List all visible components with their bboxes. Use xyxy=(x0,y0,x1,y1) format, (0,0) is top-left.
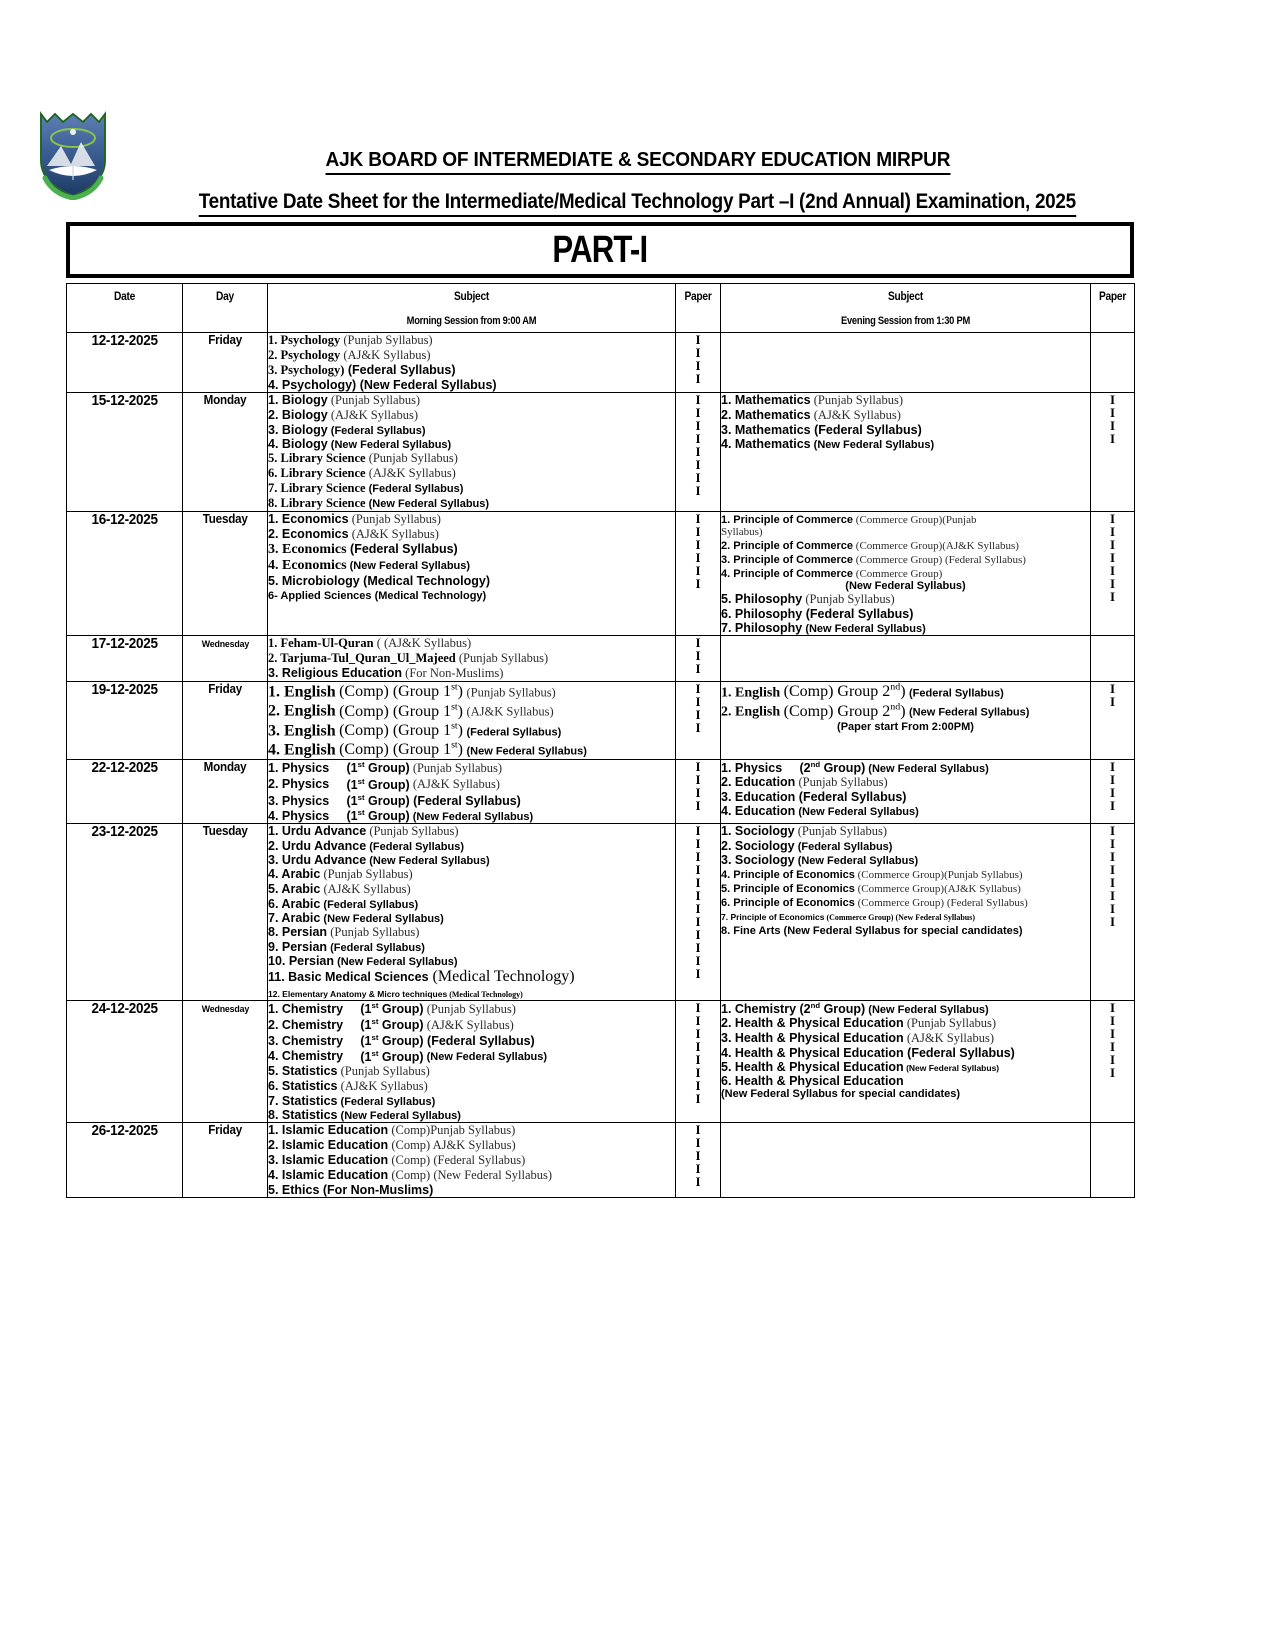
paper-mark: I xyxy=(1109,798,1116,814)
subject-item: 2. Tarjuma-Tul_Quran_Ul_Majeed (Punjab Syllabus) xyxy=(268,651,549,665)
table-body xyxy=(67,333,1135,1198)
subject-item: 2. Physics (1st Group) (AJ&K Syllabus) xyxy=(268,776,500,792)
paper-mark: I xyxy=(695,405,701,420)
paper-mark: I xyxy=(1109,900,1116,916)
sheet-subtitle-text: Tentative Date Sheet for the Intermediate/Medical Technology Part –I (2nd Annual) Examination, 2025 xyxy=(199,190,1076,217)
col-header-paper-evening xyxy=(1091,284,1135,333)
table-row xyxy=(67,823,1135,1000)
subject-item: 4. Islamic Education (Comp) (New Federal Syllabus) xyxy=(268,1167,553,1182)
cell-date: 15-12-2025 xyxy=(67,393,183,512)
cell-day: Monday xyxy=(183,393,268,512)
paper-mark: I xyxy=(695,1051,701,1067)
cell-evening-papers xyxy=(1091,760,1135,824)
subject-item: 4. Health & Physical Education (Federal Syllabus) xyxy=(721,1046,1015,1061)
cell-date: 24-12-2025 xyxy=(67,1000,183,1122)
cell-day: Tuesday xyxy=(183,823,268,1000)
cell-evening-subjects xyxy=(721,333,1091,393)
cell-morning-subjects xyxy=(268,760,676,824)
paper-mark: I xyxy=(695,952,701,968)
paper-mark: I xyxy=(1109,1025,1116,1041)
paper-mark: I xyxy=(695,1012,701,1028)
paper-mark: I xyxy=(695,418,701,433)
subject-item: 6. Library Science (AJ&K Syllabus) xyxy=(268,466,456,480)
paper-mark: I xyxy=(695,861,701,877)
table-row xyxy=(67,333,1135,393)
paper-mark: I xyxy=(695,999,701,1015)
subject-item: 3. Principle of Commerce (Commerce Group) (Federal Syllabus) xyxy=(721,554,1026,566)
cell-morning-papers xyxy=(676,682,721,760)
paper-mark: I xyxy=(695,550,701,565)
cell-evening-subjects xyxy=(721,823,1091,1000)
subject-item: 3. Physics (1st Group) (Federal Syllabus) xyxy=(268,792,521,808)
subject-item: 4. Economics (New Federal Syllabus) xyxy=(268,558,471,573)
col-header-morning-title: Subject xyxy=(453,289,490,303)
subject-item: 1. English (Comp) Group 2nd) (Federal Syllabus) xyxy=(721,682,1004,701)
subject-item: 2. Mathematics (AJ&K Syllabus) xyxy=(721,408,901,422)
paper-mark: I xyxy=(695,926,701,942)
cell-evening-papers xyxy=(1091,1122,1135,1197)
paper-mark: I xyxy=(695,1064,701,1080)
table-row xyxy=(67,682,1135,760)
part-banner xyxy=(66,222,1134,278)
paper-mark: I xyxy=(695,332,701,347)
cell-morning-subjects xyxy=(268,1122,676,1197)
paper-mark: I xyxy=(695,798,701,814)
paper-mark: I xyxy=(1109,822,1116,838)
subject-item: 4. Arabic (Punjab Syllabus) xyxy=(268,866,413,881)
paper-mark: I xyxy=(1109,550,1116,565)
cell-evening-papers xyxy=(1091,823,1135,1000)
cell-evening-subjects xyxy=(721,1122,1091,1197)
paper-mark: I xyxy=(695,444,701,459)
cell-morning-subjects xyxy=(268,823,676,1000)
subject-item: 3. Education (Federal Syllabus) xyxy=(721,790,907,805)
paper-mark: I xyxy=(1109,511,1116,526)
paper-mark: I xyxy=(695,1121,701,1137)
cell-date: 12-12-2025 xyxy=(67,333,183,393)
subject-item: 2. Islamic Education (Comp) AJ&K Syllabus) xyxy=(268,1137,516,1152)
subject-item: 5. Statistics (Punjab Syllabus) xyxy=(268,1063,430,1078)
sheet-subtitle xyxy=(0,190,1275,217)
cell-morning-papers xyxy=(676,512,721,636)
subject-item: 1. Chemistry (1st Group) (Punjab Syllabus) xyxy=(268,1000,516,1017)
paper-mark: I xyxy=(695,1038,701,1054)
subject-item: 3. Mathematics (Federal Syllabus) xyxy=(721,423,922,437)
paper-mark: I xyxy=(695,511,701,526)
subject-item: 8. Persian (Punjab Syllabus) xyxy=(268,924,420,939)
cell-morning-papers xyxy=(676,636,721,682)
subject-item: 2. English (Comp) Group 2nd) (New Federal Syllabus) xyxy=(721,701,1030,720)
col-header-evening-session: Evening Session from 1:30 PM xyxy=(840,315,970,327)
subject-item: 4. Principle of Commerce (Commerce Group) xyxy=(721,568,943,580)
paper-mark: I xyxy=(1109,1012,1116,1028)
paper-mark: I xyxy=(695,965,701,981)
subject-item: 3. Sociology (New Federal Syllabus) xyxy=(721,852,919,867)
subject-item: 4. Principle of Economics (Commerce Group)(Punjab Syllabus) xyxy=(721,868,1023,881)
subject-item: 4. Physics (1st Group) (New Federal Syllabus) xyxy=(268,807,534,823)
paper-mark: I xyxy=(1109,576,1116,591)
subject-item: 2. Education (Punjab Syllabus) xyxy=(721,775,888,790)
subject-item: 1. Feham-Ul-Quran ( (AJ&K Syllabus) xyxy=(268,636,472,650)
paper-mark: I xyxy=(1109,681,1116,696)
col-header-date-text: Date xyxy=(113,289,136,303)
subject-item: 6. Statistics (AJ&K Syllabus) xyxy=(268,1078,428,1093)
col-header-paper-morning xyxy=(676,284,721,333)
paper-mark: I xyxy=(695,694,701,709)
table-header xyxy=(67,284,1135,333)
paper-mark: I xyxy=(1109,759,1116,775)
paper-mark: I xyxy=(1109,537,1116,552)
cell-day: Wednesday xyxy=(183,1000,268,1122)
col-header-date xyxy=(67,284,183,333)
col-header-paper1-text: Paper xyxy=(684,289,712,303)
col-header-day xyxy=(183,284,268,333)
cell-morning-papers xyxy=(676,1000,721,1122)
paper-mark: I xyxy=(695,900,701,916)
paper-mark: I xyxy=(695,1077,701,1093)
paper-mark: I xyxy=(695,835,701,851)
subject-item: 4. Chemistry (1st Group) (New Federal Syllabus) xyxy=(268,1048,548,1064)
subject-item: 1. Urdu Advance (Punjab Syllabus) xyxy=(268,823,459,838)
paper-mark: I xyxy=(695,822,701,838)
subject-item: 3. Biology (Federal Syllabus) xyxy=(268,423,426,437)
col-header-day-text: Day xyxy=(216,289,234,303)
subject-item: 1. Physics (1st Group) (Punjab Syllabus) xyxy=(268,760,503,776)
cell-evening-subjects xyxy=(721,636,1091,682)
subject-item: 1. Principle of Commerce (Commerce Group)(Punjab xyxy=(721,514,977,526)
subject-item: 7. Statistics (Federal Syllabus) xyxy=(268,1093,436,1108)
col-header-morning-session: Morning Session from 9:00 AM xyxy=(406,315,537,327)
paper-mark: I xyxy=(695,1134,701,1150)
cell-evening-subjects xyxy=(721,760,1091,824)
paper-mark: I xyxy=(695,1025,701,1041)
table-row xyxy=(67,512,1135,636)
paper-mark: I xyxy=(1109,563,1116,578)
paper-mark: I xyxy=(695,392,701,407)
subject-item: 5. Microbiology (Medical Technology) xyxy=(268,574,491,588)
cell-evening-papers xyxy=(1091,512,1135,636)
subject-item: 6. Principle of Economics (Commerce Group) (Federal Syllabus) xyxy=(721,896,1028,909)
paper-mark: I xyxy=(1109,431,1116,446)
table-row xyxy=(67,636,1135,682)
subject-item: 3. English (Comp) (Group 1st) (Federal Syllabus) xyxy=(268,720,562,739)
paper-mark: I xyxy=(695,707,701,722)
paper-mark: I xyxy=(695,772,701,788)
subject-item: 8. Statistics (New Federal Syllabus) xyxy=(268,1107,461,1122)
cell-morning-subjects xyxy=(268,636,676,682)
subject-wrap: Syllabus) xyxy=(721,526,763,538)
subject-item: 10. Persian (New Federal Syllabus) xyxy=(268,953,458,968)
paper-mark: I xyxy=(695,563,701,578)
paper-mark: I xyxy=(1109,785,1116,801)
subject-item: 2. Health & Physical Education (Punjab Syllabus) xyxy=(721,1016,997,1031)
paper-mark: I xyxy=(1109,772,1116,788)
cell-evening-papers xyxy=(1091,636,1135,682)
paper-mark: I xyxy=(695,913,701,929)
cell-evening-papers xyxy=(1091,393,1135,512)
cell-date: 16-12-2025 xyxy=(67,512,183,636)
subject-item: 5. Health & Physical Education (New Federal Syllabus) xyxy=(721,1060,1000,1075)
paper-mark: I xyxy=(695,785,701,801)
subject-item: 1. Physics (2nd Group) (New Federal Syllabus) xyxy=(721,760,989,776)
cell-morning-papers xyxy=(676,333,721,393)
cell-morning-subjects xyxy=(268,512,676,636)
subject-item: 12. Elementary Anatomy & Micro techniques (Medical Technology) xyxy=(268,988,523,999)
subject-item: 8. Fine Arts (New Federal Syllabus for special candidates) xyxy=(721,924,1023,937)
organization-title-text: AJK BOARD OF INTERMEDIATE & SECONDARY EDUCATION MIRPUR xyxy=(325,148,950,175)
paper-mark: I xyxy=(1109,405,1116,420)
paper-mark: I xyxy=(695,358,701,373)
cell-morning-subjects xyxy=(268,682,676,760)
paper-mark: I xyxy=(695,345,701,360)
col-header-evening-title: Subject xyxy=(887,289,924,303)
paper-mark: I xyxy=(695,470,701,485)
subject-item: 5. Arabic (AJ&K Syllabus) xyxy=(268,881,411,896)
subject-item: 6. Philosophy (Federal Syllabus) xyxy=(721,607,914,621)
cell-evening-papers xyxy=(1091,682,1135,760)
cell-day: Friday xyxy=(183,333,268,393)
subject-item: 2. Biology (AJ&K Syllabus) xyxy=(268,408,419,422)
paper-mark: I xyxy=(1109,913,1116,929)
paper-mark: I xyxy=(695,720,701,735)
subject-wrap: (New Federal Syllabus) xyxy=(845,580,966,592)
paper-mark: I xyxy=(1109,589,1116,604)
cell-evening-subjects xyxy=(721,1000,1091,1122)
paper-mark: I xyxy=(695,887,701,903)
subject-item: 2. Economics (AJ&K Syllabus) xyxy=(268,527,439,541)
subject-item: 5. Philosophy (Punjab Syllabus) xyxy=(721,592,895,606)
subject-item: 5. Principle of Economics (Commerce Group)(AJ&K Syllabus) xyxy=(721,882,1021,895)
paper-mark: I xyxy=(1109,848,1116,864)
paper-mark: I xyxy=(695,648,701,663)
paper-mark: I xyxy=(695,848,701,864)
subject-item: 4. Biology (New Federal Syllabus) xyxy=(268,437,452,451)
subject-item: 6. Health & Physical Education xyxy=(721,1074,904,1089)
subject-item: 1. English (Comp) (Group 1st) (Punjab Syllabus) xyxy=(268,682,556,701)
subject-item: 1. Chemistry (2nd Group) (New Federal Syllabus) xyxy=(721,1000,989,1017)
subject-item: 7. Arabic (New Federal Syllabus) xyxy=(268,910,444,925)
paper-mark: I xyxy=(1109,999,1116,1015)
subject-item: 3. Economics (Federal Syllabus) xyxy=(268,542,458,557)
cell-morning-papers xyxy=(676,1122,721,1197)
subject-item: 1. Islamic Education (Comp)Punjab Syllabus) xyxy=(268,1122,516,1137)
subject-item: 4. Mathematics (New Federal Syllabus) xyxy=(721,437,935,451)
table-row xyxy=(67,1122,1135,1197)
paper-mark: I xyxy=(695,524,701,539)
subject-item: 9. Persian (Federal Syllabus) xyxy=(268,939,425,954)
subject-item: 5. Library Science (Punjab Syllabus) xyxy=(268,451,458,465)
cell-morning-papers xyxy=(676,760,721,824)
subject-item: 2. Psychology (AJ&K Syllabus) xyxy=(268,348,431,362)
subject-item: 7. Library Science (Federal Syllabus) xyxy=(268,481,464,495)
paper-mark: I xyxy=(1109,874,1116,890)
subject-item: 1. Biology (Punjab Syllabus) xyxy=(268,393,421,407)
cell-evening-papers xyxy=(1091,1000,1135,1122)
cell-evening-subjects xyxy=(721,512,1091,636)
paper-mark: I xyxy=(695,371,701,386)
subject-item: 7. Philosophy (New Federal Syllabus) xyxy=(721,621,926,635)
subject-item: 3. Religious Education (For Non-Muslims) xyxy=(268,666,504,680)
subject-item: 7. Principle of Economics (Commerce Group) (New Federal Syllabus) xyxy=(721,911,976,922)
paper-mark: I xyxy=(1109,1038,1116,1054)
paper-mark: I xyxy=(695,576,701,591)
subject-item: 2. Principle of Commerce (Commerce Group)(AJ&K Syllabus) xyxy=(721,540,1019,552)
cell-evening-subjects xyxy=(721,682,1091,760)
col-header-morning-subject xyxy=(268,284,676,333)
paper-mark: I xyxy=(695,1147,701,1163)
cell-day: Tuesday xyxy=(183,512,268,636)
subject-item: 3. Chemistry (1st Group) (Federal Syllabus) xyxy=(268,1033,535,1049)
paper-mark: I xyxy=(695,1160,701,1176)
subject-item: 3. Psychology) (Federal Syllabus) xyxy=(268,363,456,377)
paper-mark: I xyxy=(1109,1051,1116,1067)
organization-title xyxy=(0,148,1275,175)
cell-evening-papers xyxy=(1091,333,1135,393)
subject-item: 5. Ethics (For Non-Muslims) xyxy=(268,1182,434,1197)
cell-morning-subjects xyxy=(268,1000,676,1122)
paper-mark: I xyxy=(695,681,701,696)
paper-mark: I xyxy=(695,939,701,955)
date-sheet-table xyxy=(66,283,1135,1198)
cell-evening-subjects xyxy=(721,393,1091,512)
subject-item: 6. Arabic (Federal Syllabus) xyxy=(268,896,419,911)
cell-day: Friday xyxy=(183,682,268,760)
paper-mark: I xyxy=(1109,392,1116,407)
subject-item: 2. English (Comp) (Group 1st) (AJ&K Syllabus) xyxy=(268,701,554,720)
paper-mark: I xyxy=(695,759,701,775)
cell-date: 17-12-2025 xyxy=(67,636,183,682)
paper-mark: I xyxy=(695,1173,701,1189)
paper-mark: I xyxy=(1109,887,1116,903)
cell-morning-papers xyxy=(676,823,721,1000)
subject-item: 4. Education (New Federal Syllabus) xyxy=(721,804,919,819)
paper-mark: I xyxy=(695,537,701,552)
part-banner-text: PART-I xyxy=(552,228,648,271)
cell-day: Monday xyxy=(183,760,268,824)
subject-item: 2. Sociology (Federal Syllabus) xyxy=(721,838,893,853)
subject-wrap: (New Federal Syllabus for special candidates) xyxy=(721,1088,961,1101)
subject-item: 8. Library Science (New Federal Syllabus) xyxy=(268,496,490,510)
subject-item: 3. Health & Physical Education (AJ&K Syllabus) xyxy=(721,1031,994,1046)
subject-item: 2. Chemistry (1st Group) (AJ&K Syllabus) xyxy=(268,1017,514,1033)
table-row xyxy=(67,1000,1135,1122)
table-row xyxy=(67,393,1135,512)
cell-date: 23-12-2025 xyxy=(67,823,183,1000)
subject-item: 4. English (Comp) (Group 1st) (New Federal Syllabus) xyxy=(268,739,587,759)
cell-date: 26-12-2025 xyxy=(67,1122,183,1197)
cell-date: 22-12-2025 xyxy=(67,760,183,824)
paper-mark: I xyxy=(1109,418,1116,433)
table-row xyxy=(67,760,1135,824)
paper-mark: I xyxy=(1109,835,1116,851)
subject-item: 1. Economics (Punjab Syllabus) xyxy=(268,512,441,526)
paper-mark: I xyxy=(695,661,701,676)
subject-item: 2. Urdu Advance (Federal Syllabus) xyxy=(268,838,464,853)
paper-mark: I xyxy=(1109,861,1116,877)
paper-mark: I xyxy=(1109,694,1116,709)
subject-item: 4. Psychology) (New Federal Syllabus) xyxy=(268,378,497,392)
subject-item: 3. Islamic Education (Comp) (Federal Syllabus) xyxy=(268,1152,526,1167)
subject-item: 1. Sociology (Punjab Syllabus) xyxy=(721,823,887,838)
subject-item: 11. Basic Medical Sciences (Medical Technology) xyxy=(268,967,575,985)
paper-mark: I xyxy=(695,483,701,498)
paper-mark: I xyxy=(1109,1064,1116,1080)
paper-mark: I xyxy=(695,874,701,890)
subject-note: (Paper start From 2:00PM) xyxy=(837,720,974,733)
cell-day: Wednesday xyxy=(183,636,268,682)
col-header-paper2-text: Paper xyxy=(1098,289,1127,303)
paper-mark: I xyxy=(695,431,701,446)
subject-item: 3. Urdu Advance (New Federal Syllabus) xyxy=(268,852,490,867)
subject-item: 1. Psychology (Punjab Syllabus) xyxy=(268,333,433,347)
paper-mark: I xyxy=(695,457,701,472)
cell-date: 19-12-2025 xyxy=(67,682,183,760)
paper-mark: I xyxy=(695,1090,701,1106)
subject-item: 1. Mathematics (Punjab Syllabus) xyxy=(721,393,903,407)
paper-mark: I xyxy=(1109,524,1116,539)
cell-morning-papers xyxy=(676,393,721,512)
cell-day: Friday xyxy=(183,1122,268,1197)
cell-morning-subjects xyxy=(268,333,676,393)
col-header-evening-subject xyxy=(721,284,1091,333)
subject-item: 6- Applied Sciences (Medical Technology) xyxy=(268,590,487,602)
paper-mark: I xyxy=(695,635,701,650)
cell-morning-subjects xyxy=(268,393,676,512)
